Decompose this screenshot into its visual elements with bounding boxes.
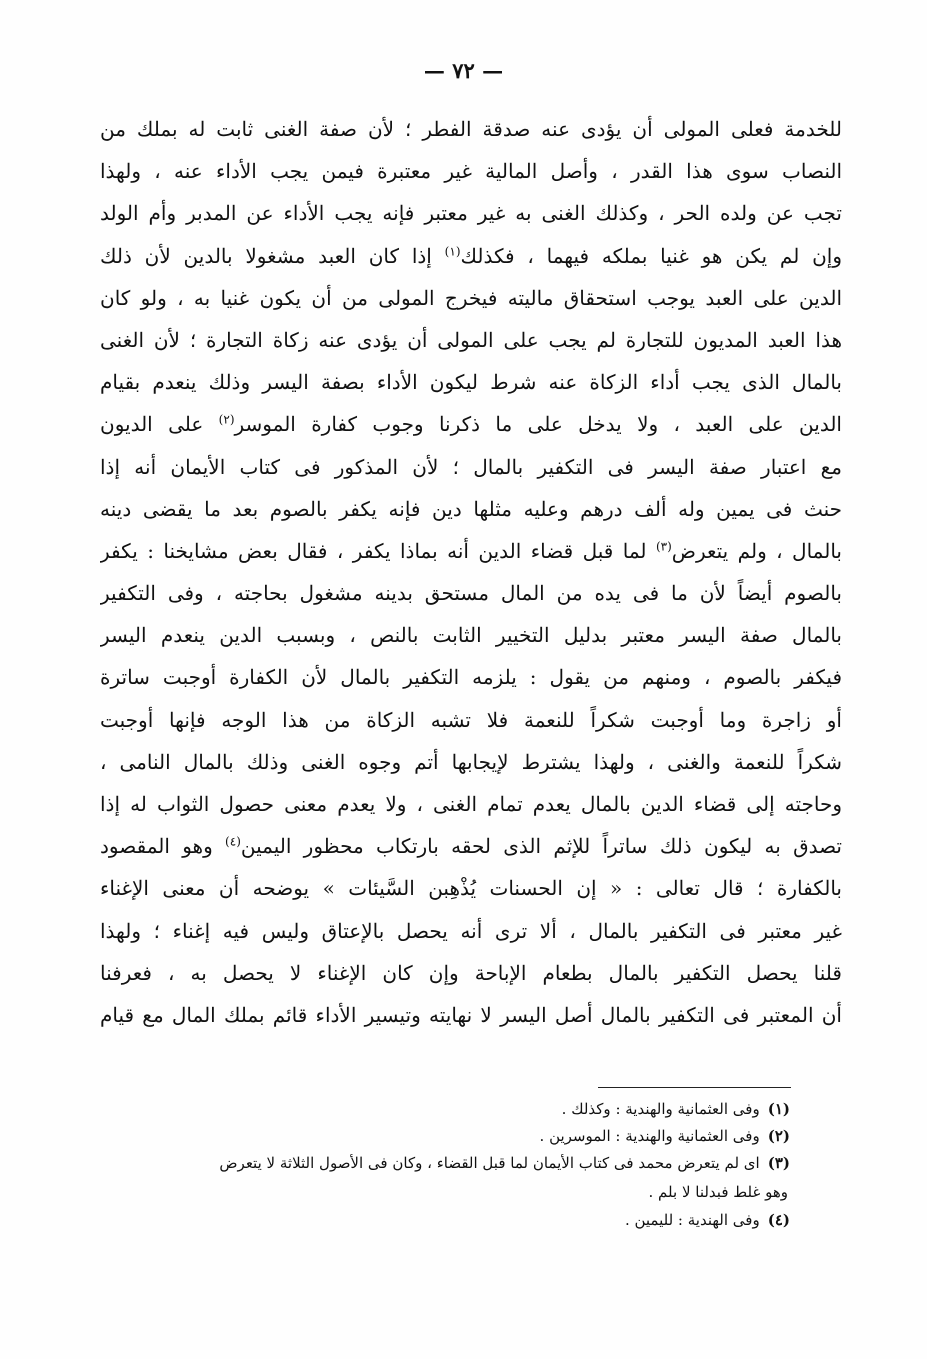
footnote-marker: (٢) [218,412,235,427]
text-line: بالمال صفة اليسر معتبر بدليل التخيير الثابت بالنص ، وبسبب الدين ينعدم اليسر [100,623,842,648]
text-segment: وإن لم يكن هو غنيا بملكه فيهما ، فكذلك [460,243,842,268]
footnote-4 [100,1207,790,1234]
text-line: وحاجته إلى قضاء الدين بالمال يعدم تمام الغنى ، ولا يعدم معنى حصول الثواب له إذا [100,792,842,816]
text-line: شكراً للنعمة والغنى ، ولهذا يشترط لإيجابها أتم وجوه الغنى وذلك بالمال النامى ، [100,749,842,774]
footnote-marker: (١) [444,243,461,258]
text-line: هذا العبد المديون للتجارة لم يجب على المولى أن يؤدى عنه زكاة التجارة ؛ لأن الغنى [100,327,842,352]
footnote-text: اى لم يتعرض محمد فى كتاب الأيمان لما قبل القضاء ، وكان فى الأصول الثلاثة لا يتعرض [219,1154,760,1172]
footnote-number: (٤) [767,1211,790,1229]
page-number: — ٧٢ — [423,58,504,83]
footnote-text: وفى العثمانية والهندية : وكذلك . [561,1100,760,1118]
text-segment: الدين على العبد ، ولا يدخل على ما ذكرنا وجوب كفارة الموسر [234,412,842,437]
text-line: أو زاجرة وما أوجبت شكراً للنعمة فلا تشبه الزكاة من هذا الوجه فإنها أوجبت [100,707,842,732]
text-line: قلنا يحصل التكفير بالمال بطعام الإباحة وإن كان الإغناء لا يحصل به ، فعرفنا [100,960,842,985]
text-segment: تصدق به ليكون ذلك ساتراً للإثم الذى لحقه بارتكاب محظور اليمين [240,834,842,859]
text-line: بالمال الذى يجب أداء الزكاة عنه شرط ليكون الأداء بصفة اليسر وذلك ينعدم بقيام [100,370,842,395]
footnote-2 [100,1123,790,1150]
text-line: أن المعتبر فى التكفير بالمال أصل اليسر لا نهايته وتيسير الأداء قائم بملك المال مع قيام [100,1002,842,1027]
footnote-divider [598,1087,791,1088]
main-text-block [100,108,842,1036]
footnote-marker: (٤) [225,834,241,849]
text-segment: إذا كان العبد مشغولا بالدين لأن ذلك [100,243,432,268]
footnotes-block [100,1096,790,1234]
footnote-3 [100,1150,790,1177]
footnote-1 [100,1096,790,1123]
text-segment: لما قبل قضاء الدين أنه بماذا يكفر ، فقال بعض مشايخنا : يكفر [100,538,647,563]
text-line [100,235,842,277]
footnote-text: وفى الهندية : لليمين . [624,1211,760,1229]
text-line: النصاب سوى هذا القدر ، وأصل المالية غير معتبرة فيمن يجب الأداء عنه ، ولهذا [100,159,842,184]
text-line: الدين على العبد يوجب استحقاق ماليته فيخرج المولى من أن يكون غنيا به ، ولو كان [100,285,842,310]
footnote-marker: (٣) [655,539,672,554]
text-line: تجب عن ولده الحر ، وكذلك الغنى به غير معتبر فإنه يجب الأداء عن المدبر وأم الولد [100,201,842,226]
text-line: بالكفارة ؛ قال تعالى : « إن الحسنات يُذْهِبن السَّيئات » يوضحه أن معنى الإغناء [100,876,842,901]
text-line: بالصوم أيضاً لأن ما فى يده من المال مستحق بدينه مشغول بحاجته ، وفى التكفير [100,581,842,606]
text-segment: بالمال ، ولم يتعرض [671,538,842,563]
text-line: حنث فى يمين وله ألف درهم وعليه مثلها دين فإنه يكفر بالصوم بعد ما يقضى دينه [100,496,842,521]
footnote-3-continuation: وهو غلط فبدلنا لا بلم . [648,1183,788,1201]
text-line [100,825,842,867]
text-segment: وهو المقصود [100,834,213,859]
footnote-number: (١) [767,1100,790,1118]
footnote-text: وفى العثمانية والهندية : الموسرين . [539,1127,760,1145]
text-line: فيكفر بالصوم ، ومنهم من يقول : يلزمه التكفير بالمال لأن الكفارة أوجبت ساترة [100,665,842,690]
footnote-number: (٣) [767,1154,790,1172]
text-line: للخدمة فعلى المولى أن يؤدى عنه صدقة الفطر ؛ لأن صفة الغنى ثابت له بملك من [100,117,842,141]
text-line: مع اعتبار صفة اليسر فى التكفير بالمال ؛ لأن المذكور فى كتاب الأيمان أنه إذا [100,454,842,479]
text-line: غير معتبر فى التكفير بالمال ، ألا ترى أنه يحصل بالإعتاق وليس فيه إغناء ؛ ولهذا [100,918,842,943]
text-line [100,403,842,445]
footnote-number: (٢) [767,1127,790,1145]
text-line [100,530,842,572]
text-segment: على الديون [100,412,204,437]
